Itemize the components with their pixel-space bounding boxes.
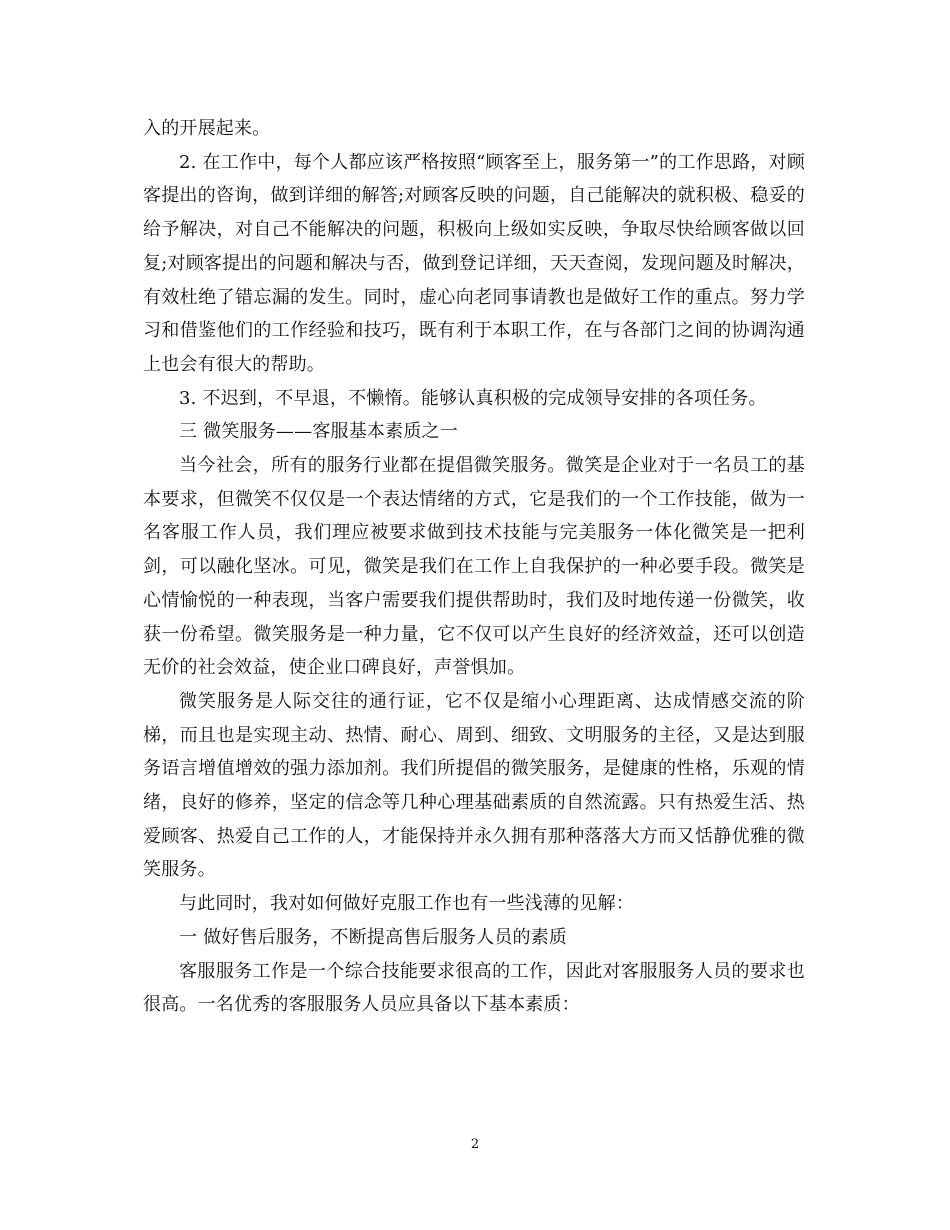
paragraph: 当今社会，所有的服务行业都在提倡微笑服务。微笑是企业对于一名员工的基本要求，但微笑不仅仅是一个表达情绪的方式，它是我们的一个工作技能，做为一名客服工作人员，我们理应被要求做到技术技能与完美服务一体化微笑是一把利剑，可以融化坚冰。可见，微笑是我们在工作上自我保护的一种必要手段。微笑是心情愉悦的一种表现，当客户需要我们提供帮助时，我们及时地传递一份微笑，收获一份希望。微笑服务是一种力量，它不仅可以产生良好的经济效益，还可以创造无价的社会效益，使企业口碑良好，声誉惧加。	[143, 455, 805, 679]
paragraph: 客服服务工作是一个综合技能要求很高的工作，因此对客服服务人员的要求也很高。一名优秀的客服服务人员应具备以下基本素质：	[143, 960, 805, 1016]
section-heading: 三 微笑服务——客服基本素质之一	[179, 421, 458, 443]
paragraph: 与此同时，我对如何做好克服工作也有一些浅薄的见解：	[179, 893, 634, 915]
page-number: 2	[470, 1137, 480, 1152]
paragraph: 微笑服务是人际交往的通行证，它不仅是缩小心理距离、达成情感交流的阶梯，而且也是实现主动、热情、耐心、周到、细致、文明服务的主径，又是达到服务语言增值增效的强力添加剂。我们所提倡的微笑服务，是健康的性格，乐观的情绪，良好的修养，坚定的信念等几种心理基础素质的自然流露。只有热爱生活、热爱顾客、热爱自己工作的人，才能保持并永久拥有那种落落大方而又恬静优雅的微笑服务。	[143, 690, 805, 881]
paragraph: 2. 在工作中，每个人都应该严格按照“顾客至上，服务第一”的工作思路，对顾客提出的咨询，做到详细的解答;对顾客反映的问题，自己能解决的就积极、稳妥的给予解决，对自己不能解决的问题，积极向上级如实反映，争取尽快给顾客做以回复;对顾客提出的问题和解决与否，做到登记详细，天天查阅，发现问题及时解决，有效杜绝了错忘漏的发生。同时，虚心向老同事请教也是做好工作的重点。努力学习和借鉴他们的工作经验和技巧，既有利于本职工作，在与各部门之间的协调沟通上也会有很大的帮助。	[143, 151, 805, 375]
paragraph: 入的开展起来。	[143, 118, 271, 139]
body-text	[143, 112, 805, 1022]
section-heading: 一 做好售后服务，不断提高售后服务人员的素质	[179, 926, 568, 948]
paragraph: 3. 不迟到，不早退，不懒惰。能够认真积极的完成领导安排的各项任务。	[179, 387, 767, 409]
